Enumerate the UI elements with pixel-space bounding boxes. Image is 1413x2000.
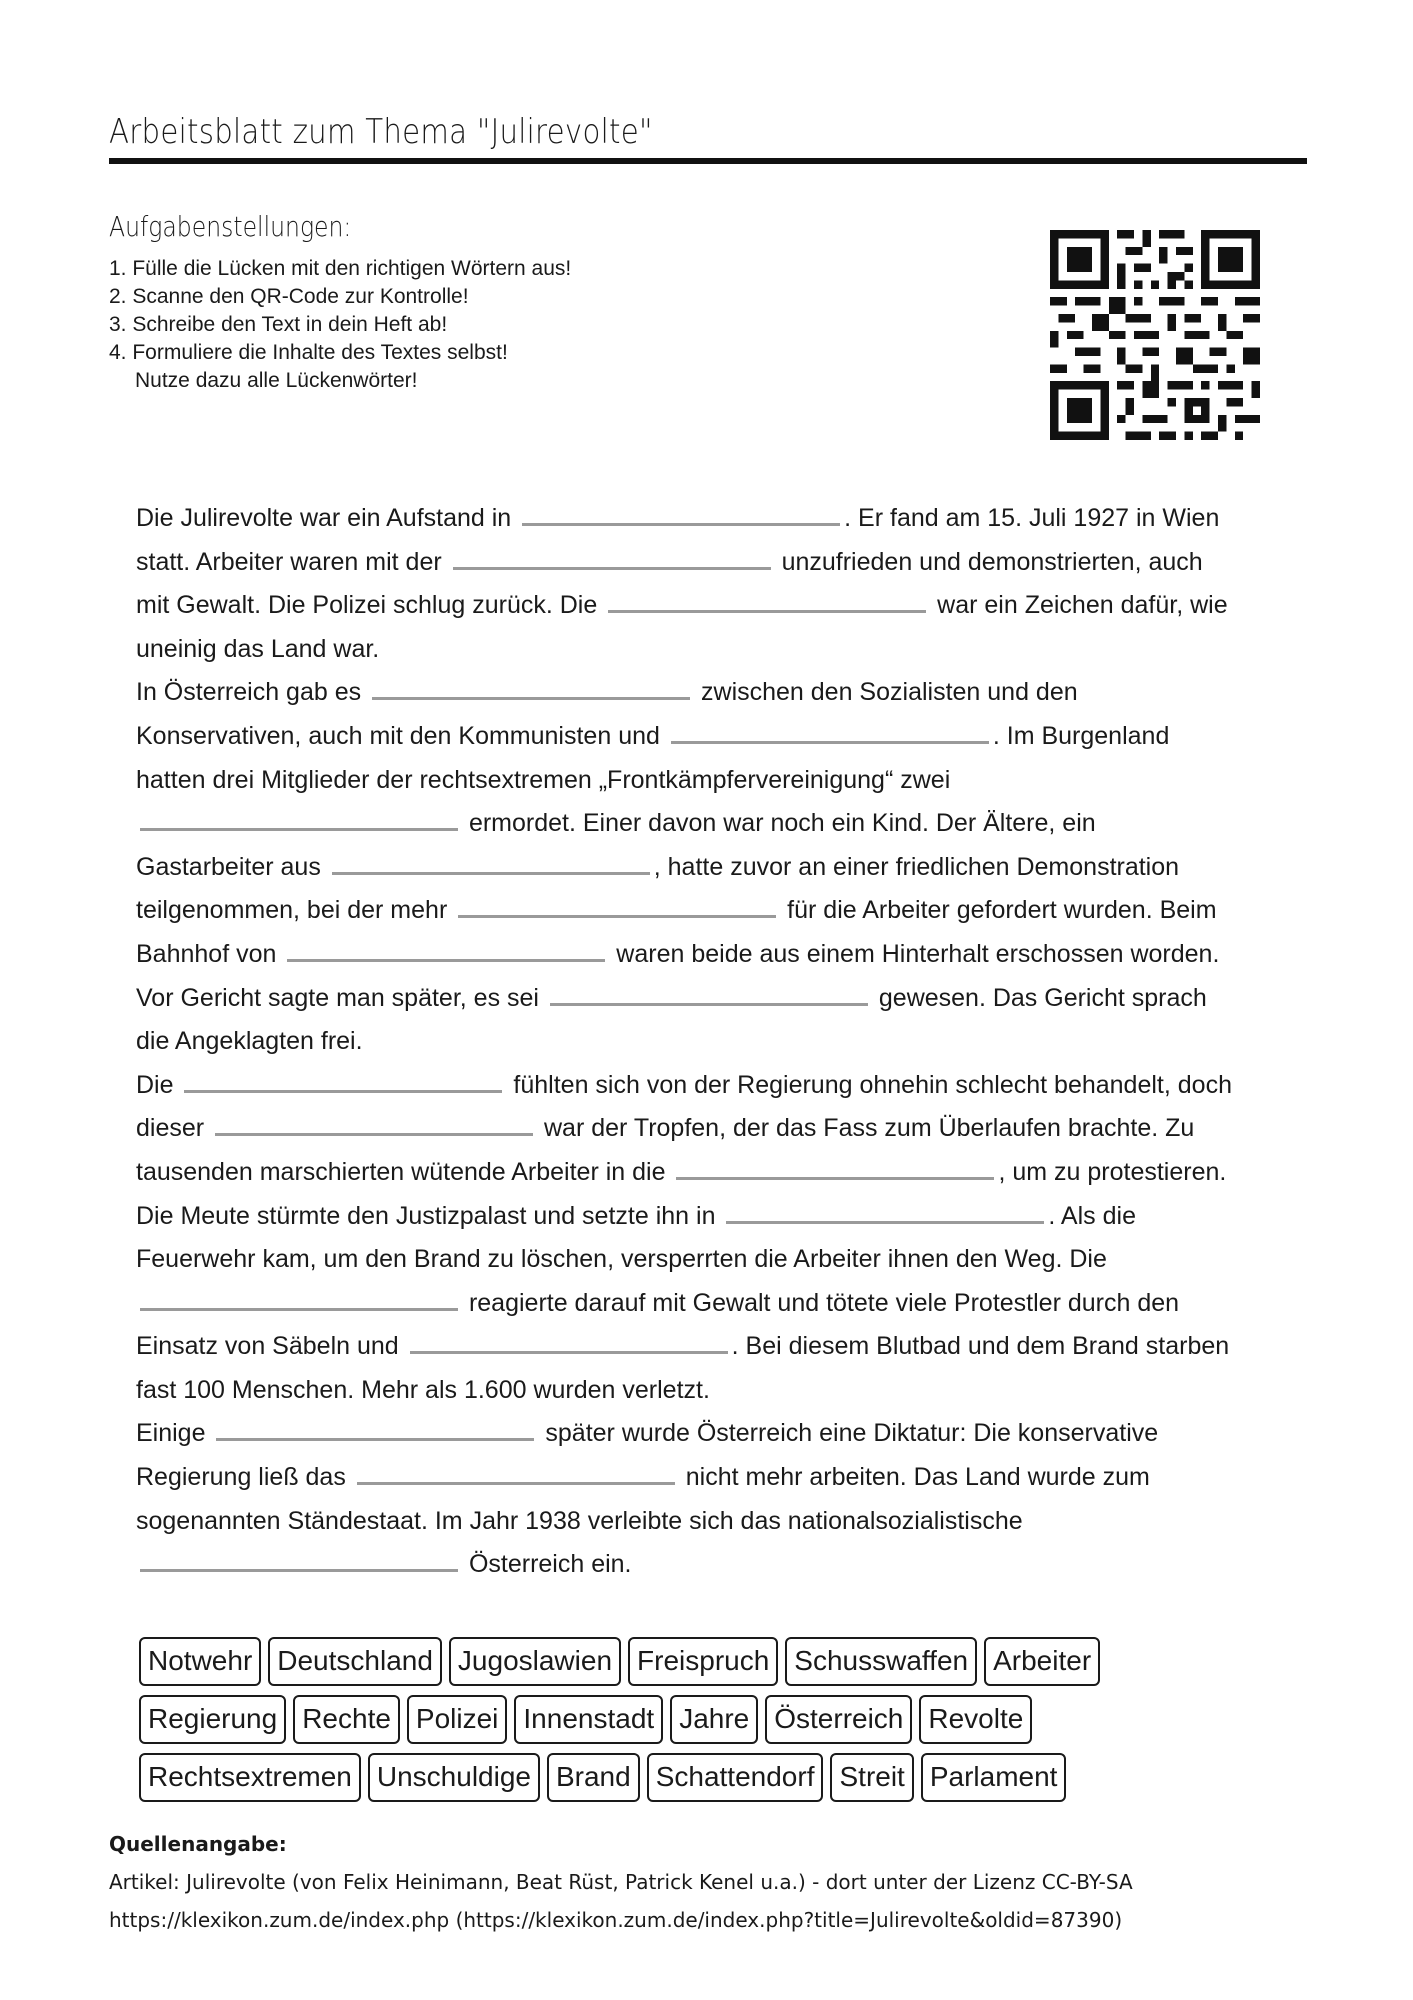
text-line — [136, 802, 1286, 846]
word-chip[interactable]: Parlament — [921, 1753, 1067, 1802]
text-line — [136, 889, 1286, 933]
word-chip[interactable]: Freispruch — [628, 1637, 778, 1686]
qr-code-icon — [1050, 230, 1260, 440]
text-segment: dieser — [136, 1114, 212, 1143]
text-line — [136, 933, 1286, 977]
source-label: Quellenangabe: — [109, 1832, 287, 1856]
text-segment: , hatte zuvor an einer friedlichen Demonstration — [653, 852, 1180, 881]
word-chip[interactable]: Brand — [547, 1753, 640, 1802]
cloze-text — [136, 497, 1286, 1587]
blank-field[interactable] — [372, 675, 690, 700]
blank-field[interactable] — [676, 1155, 994, 1180]
text-segment: ermordet. Einer davon war noch ein Kind. Der Ältere, ein — [462, 809, 1096, 838]
text-segment: Die Meute stürmte den Justizpalast und setzte ihn in — [136, 1201, 723, 1230]
word-chip[interactable]: Österreich — [765, 1695, 912, 1744]
word-chip[interactable]: Notwehr — [139, 1637, 261, 1686]
blank-field[interactable] — [608, 588, 926, 613]
text-line — [136, 1369, 1286, 1413]
title-divider — [109, 158, 1307, 164]
word-chip[interactable]: Innenstadt — [514, 1695, 663, 1744]
blank-field[interactable] — [140, 806, 458, 831]
text-segment: . Im Burgenland — [992, 721, 1170, 750]
task-item: 4. Formuliere die Inhalte des Textes selbst! — [109, 341, 508, 364]
text-line — [136, 671, 1286, 715]
text-segment: gewesen. Das Gericht sprach — [871, 983, 1207, 1012]
blank-field[interactable] — [332, 850, 650, 875]
text-segment: Einige — [136, 1419, 213, 1448]
text-line — [136, 584, 1286, 628]
source-section — [109, 1825, 1133, 1939]
text-segment: Regierung ließ das — [136, 1463, 353, 1492]
text-segment: Feuerwehr kam, um den Brand zu löschen, versperrten die Arbeiter ihnen den Weg. Die — [136, 1245, 1107, 1274]
word-chip[interactable]: Regierung — [139, 1695, 286, 1744]
word-chip[interactable]: Unschuldige — [368, 1753, 540, 1802]
text-segment: nicht mehr arbeiten. Das Land wurde zum — [678, 1463, 1150, 1492]
text-segment: Gastarbeiter aus — [136, 852, 328, 881]
word-chip[interactable]: Rechte — [293, 1695, 400, 1744]
text-segment: hatten drei Mitglieder der rechtsextremen „Frontkämpfervereinigung“ zwei — [136, 765, 951, 794]
text-line — [136, 1543, 1286, 1587]
text-line — [136, 977, 1286, 1021]
blank-field[interactable] — [671, 719, 989, 744]
text-segment: , um zu protestieren. — [998, 1157, 1227, 1186]
text-line — [136, 1500, 1286, 1544]
text-line — [136, 541, 1286, 585]
text-segment: Bahnhof von — [136, 939, 284, 968]
text-segment: reagierte darauf mit Gewalt und tötete viele Protestler durch den — [462, 1288, 1180, 1317]
worksheet-title: Arbeitsblatt zum Thema "Julirevolte" — [109, 112, 653, 152]
text-segment: war ein Zeichen dafür, wie — [930, 591, 1228, 620]
word-chip[interactable]: Deutschland — [268, 1637, 442, 1686]
blank-field[interactable] — [410, 1329, 728, 1354]
task-item: 1. Fülle die Lücken mit den richtigen Wörtern aus! — [109, 257, 572, 280]
word-bank — [139, 1637, 1100, 1811]
text-line — [136, 1020, 1286, 1064]
text-line — [136, 1456, 1286, 1500]
word-bank-row — [139, 1637, 1100, 1686]
blank-field[interactable] — [140, 1286, 458, 1311]
text-line — [136, 1412, 1286, 1456]
text-segment: sogenannten Ständestaat. Im Jahr 1938 verleibte sich das nationalsozialistische — [136, 1506, 1023, 1535]
word-chip[interactable]: Schusswaffen — [785, 1637, 977, 1686]
text-segment: die Angeklagten frei. — [136, 1027, 363, 1056]
blank-field[interactable] — [216, 1416, 534, 1441]
blank-field[interactable] — [522, 501, 840, 526]
text-segment: Konservativen, auch mit den Kommunisten und — [136, 721, 667, 750]
blank-field[interactable] — [287, 937, 605, 962]
text-segment: . Er fand am 15. Juli 1927 in Wien — [844, 504, 1220, 532]
blank-field[interactable] — [184, 1068, 502, 1093]
blank-field[interactable] — [726, 1199, 1044, 1224]
text-line — [136, 846, 1286, 890]
text-line — [136, 1282, 1286, 1326]
text-line — [136, 1195, 1286, 1239]
text-segment: fühlten sich von der Regierung ohnehin schlecht behandelt, doch — [506, 1070, 1232, 1099]
text-segment: mit Gewalt. Die Polizei schlug zurück. Die — [136, 591, 605, 620]
text-segment: fast 100 Menschen. Mehr als 1.600 wurden verletzt. — [136, 1375, 710, 1404]
text-segment: unzufrieden und demonstrierten, auch — [774, 547, 1203, 576]
text-segment: waren beide aus einem Hinterhalt erschossen worden. — [609, 939, 1220, 968]
text-line — [136, 1107, 1286, 1151]
word-chip[interactable]: Streit — [830, 1753, 913, 1802]
text-segment: tausenden marschierten wütende Arbeiter in die — [136, 1157, 673, 1186]
text-segment: In Österreich gab es — [136, 678, 369, 707]
text-line — [136, 1064, 1286, 1108]
source-line: https://klexikon.zum.de/index.php (https://klexikon.zum.de/index.php?title=Julirevolte&oldid=87390) — [109, 1908, 1123, 1932]
text-line — [136, 1238, 1286, 1282]
text-line — [136, 1151, 1286, 1195]
blank-field[interactable] — [458, 893, 776, 918]
tasks-heading: Aufgabenstellungen: — [109, 210, 352, 243]
task-item: 2. Scanne den QR-Code zur Kontrolle! — [109, 285, 469, 308]
text-segment: war der Tropfen, der das Fass zum Überlaufen brachte. Zu — [537, 1114, 1195, 1143]
word-chip[interactable]: Arbeiter — [984, 1637, 1100, 1686]
blank-field[interactable] — [215, 1111, 533, 1136]
text-segment: teilgenommen, bei der mehr — [136, 896, 455, 925]
word-chip[interactable]: Jahre — [670, 1695, 758, 1744]
blank-field[interactable] — [550, 981, 868, 1006]
blank-field[interactable] — [140, 1547, 458, 1572]
text-segment: . Als die — [1048, 1201, 1136, 1230]
word-chip[interactable]: Rechtsextremen — [139, 1753, 361, 1802]
blank-field[interactable] — [453, 545, 771, 570]
text-segment: für die Arbeiter gefordert wurden. Beim — [780, 896, 1217, 925]
text-segment: uneinig das Land war. — [136, 634, 380, 663]
source-line: Artikel: Julirevolte (von Felix Heinimann, Beat Rüst, Patrick Kenel u.a.) - dort unter der Lizenz CC-BY-SA — [109, 1870, 1133, 1894]
text-line — [136, 1325, 1286, 1369]
text-segment: später wurde Österreich eine Diktatur: Die konservative — [538, 1419, 1159, 1448]
text-line — [136, 628, 1286, 672]
word-chip[interactable]: Polizei — [407, 1695, 507, 1744]
text-line — [136, 497, 1286, 541]
text-segment: Die — [136, 1070, 181, 1099]
word-chip[interactable]: Schattendorf — [647, 1753, 824, 1802]
text-segment: Vor Gericht sagte man später, es sei — [136, 983, 546, 1012]
blank-field[interactable] — [357, 1460, 675, 1485]
text-segment: statt. Arbeiter waren mit der — [136, 547, 449, 576]
task-item: Nutze dazu alle Lückenwörter! — [135, 369, 418, 392]
word-chip[interactable]: Revolte — [919, 1695, 1032, 1744]
text-segment: Einsatz von Säbeln und — [136, 1332, 406, 1361]
task-item: 3. Schreibe den Text in dein Heft ab! — [109, 313, 448, 336]
text-line — [136, 759, 1286, 803]
text-segment: . Bei diesem Blutbad und dem Brand starben — [731, 1332, 1230, 1361]
text-segment: zwischen den Sozialisten und den — [694, 678, 1078, 707]
word-bank-row — [139, 1695, 1100, 1744]
task-list — [109, 255, 571, 395]
word-bank-row — [139, 1753, 1100, 1802]
text-segment: Die Julirevolte war ein Aufstand in — [136, 504, 519, 532]
text-line — [136, 715, 1286, 759]
word-chip[interactable]: Jugoslawien — [449, 1637, 621, 1686]
text-segment: Österreich ein. — [462, 1550, 632, 1579]
